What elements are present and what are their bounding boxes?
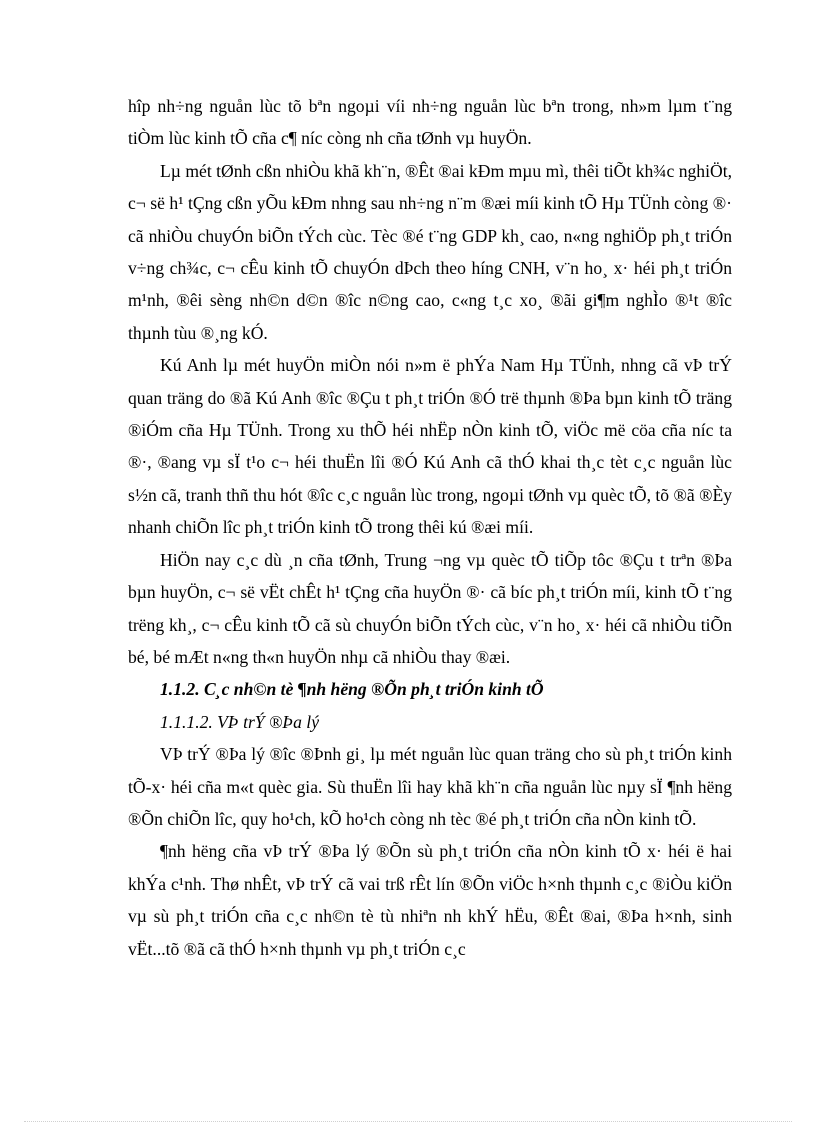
subsection-heading: 1.1.1.2. VÞ trÝ ®Þa lý <box>160 711 319 732</box>
paragraph-4: HiÖn nay c¸c dù ¸n cña tØnh, Trung ¬ng vµ quèc tÕ tiÕp tôc ®Çu t trªn ®Þa bµn huyÖn, c¬ së vËt chÊt h¹ tÇng cña huyÖn ®· cã bíc ph¸t triÓn míi, kinh tÕ t¨ng trëng kh¸, c¬ cÊu kinh tÕ cã sù chuyÓn biÕn tÝch cùc, v¨n ho¸ x· héi cã nhiÒu tiÕn bé, bé mÆt n«ng th«n huyÖn nhµ cã nhiÒu thay ®æi. <box>128 549 732 667</box>
paragraph-5: VÞ trÝ ®Þa lý ®îc ®Þnh gi¸ lµ mét nguån lùc quan träng cho sù ph¸t triÓn kinh tÕ-x· héi cña m«t quèc gia. Sù thuËn lîi hay khã kh¨n cña nguån lùc nµy sÏ ¶nh hëng ®Õn chiÕn lîc, quy ho¹ch, kÕ ho¹ch còng nh tèc ®é ph¸t triÓn cña nÒn kinh tÕ. <box>128 744 732 829</box>
paragraph-3: Kú Anh lµ mét huyÖn miÒn nói n»m ë phÝa Nam Hµ TÜnh, nhng cã vÞ trÝ quan träng do ®ã Kú Anh ®îc ®Çu t ph¸t triÓn ®Ó trë thµnh ®Þa bµn kinh tÕ träng ®iÓm cña Hµ TÜnh. Trong xu thÕ héi nhËp nÒn kinh tÕ, viÖc më cöa cña níc ta ®·, ®ang vµ sÏ t¹o c¬ héi thuËn lîi ®Ó Kú Anh cã thÓ khai th¸c tèt c¸c nguån lùc s½n cã, tranh thñ thu hót ®îc c¸c nguån lùc trong, ngoµi tØnh vµ quèc tÕ, tõ ®ã ®Èy nhanh chiÕn lîc ph¸t triÓn kinh tÕ trong thêi kú ®æi míi. <box>128 355 732 538</box>
paragraph-1: hîp nh÷ng nguån lùc tõ bªn ngoµi víi nh÷ng nguån lùc bªn trong, nh»m lµm t¨ng tiÒm lùc kinh tÕ cña c¶ níc còng nh cña tØnh vµ huyÖn. <box>128 96 732 149</box>
paragraph-2: Lµ mét tØnh cßn nhiÒu khã kh¨n, ®Êt ®ai kÐm mµu mì, thêi tiÕt kh¾c nghiÖt, c¬ së h¹ tÇng cßn yÕu kÐm nhng sau nh÷ng n¨m ®æi míi kinh tÕ Hµ TÜnh còng ®· cã nhiÒu chuyÓn biÕn tÝch cùc. Tèc ®é t¨ng GDP kh¸ cao, n«ng nghiÖp ph¸t triÓn v÷ng ch¾c, c¬ cÊu kinh tÕ chuyÓn dÞch theo híng CNH, v¨n ho¸ x· héi ph¸t triÓn m¹nh, ®êi sèng nh©n d©n ®îc n©ng cao, c«ng t¸c xo¸ ®ãi gi¶m nghÌo ®¹t ®îc thµnh tùu ®¸ng kÓ. <box>128 160 732 343</box>
document-body <box>128 90 732 965</box>
paragraph-6: ¶nh hëng cña vÞ trÝ ®Þa lý ®Õn sù ph¸t triÓn cña nÒn kinh tÕ x· héi ë hai khÝa c¹nh. Thø nhÊt, vÞ trÝ cã vai trß rÊt lín ®Õn viÖc h×nh thµnh c¸c ®iÒu kiÖn vµ sù ph¸t triÓn cña c¸c nh©n tè tù nhiªn nh khÝ hËu, ®Êt ®ai, ®Þa h×nh, sinh vËt...tõ ®ã cã thÓ h×nh thµnh vµ ph¸t triÓn c¸c <box>128 841 732 959</box>
section-heading: 1.1.2. C¸c nh©n tè ¶nh hëng ®Õn ph¸t triÓn kinh tÕ <box>160 679 544 700</box>
page-bottom-divider <box>24 1121 792 1122</box>
